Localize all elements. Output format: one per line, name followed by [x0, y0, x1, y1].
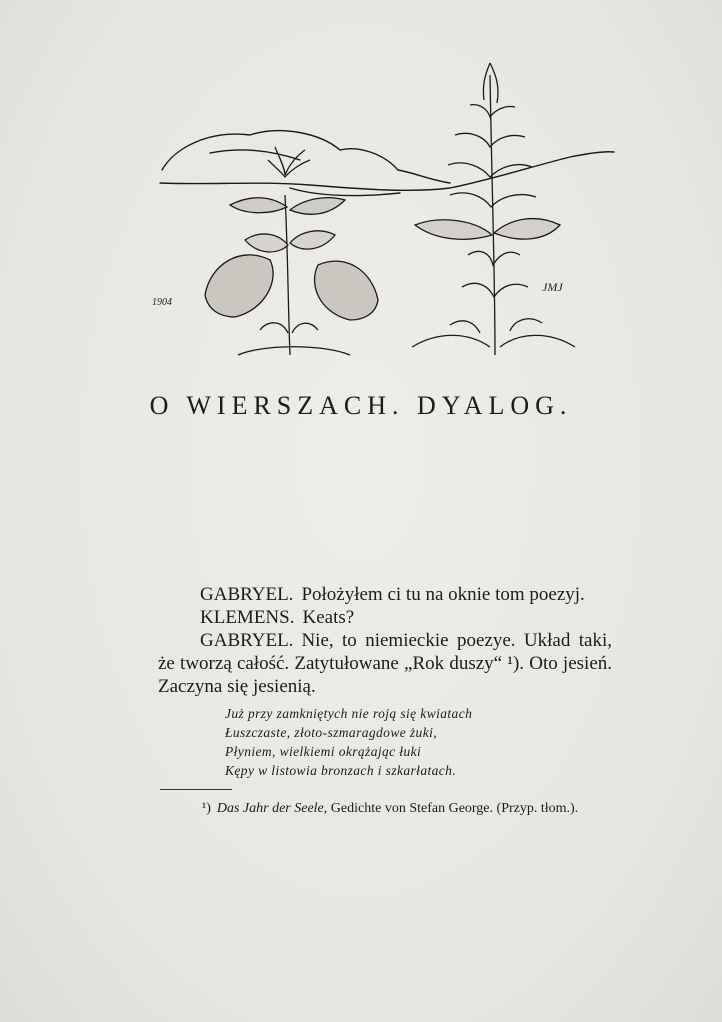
- poem-line: Płyniem, wielkiemi okrążając łuki: [225, 744, 422, 759]
- dialogue-speech: Nie, to niemieckie poezye. Układ taki, że tworzą całość. Zatytułowane „Rok duszy“ ¹). Oto jesień. Zaczyna się jesienią.: [158, 630, 612, 697]
- footnote: [160, 798, 612, 819]
- dialogue-line: [158, 606, 612, 629]
- footnote-divider: [160, 789, 232, 790]
- right-plant: [412, 63, 575, 355]
- dialogue-speech: Keats?: [302, 607, 355, 628]
- dialogue-text: [158, 583, 612, 698]
- speaker-name: GABRYEL.: [200, 630, 294, 651]
- footnote-text: Gedichte von Stefan George. (Przyp. tłom.).: [330, 801, 579, 816]
- dialogue-speech: Położyłem ci tu na oknie tom poezyj.: [301, 584, 585, 605]
- illustration-signature: JMJ: [542, 280, 563, 294]
- footnote-marker: ¹): [202, 801, 211, 816]
- dialogue-line: [158, 583, 612, 606]
- poem-line: Kępy w listowia bronzach i szkarłatach.: [225, 763, 457, 778]
- speaker-name: GABRYEL.: [200, 584, 294, 605]
- poem-quote: [225, 704, 472, 780]
- speaker-name: KLEMENS.: [200, 607, 295, 628]
- botanical-illustration: [150, 55, 620, 360]
- footnote-book-title: Das Jahr der Seele,: [216, 801, 328, 816]
- chapter-title: O WIERSZACH. DYALOG.: [149, 391, 573, 421]
- dialogue-line: [158, 629, 612, 698]
- poem-line: Łuszczaste, złoto-szmaragdowe żuki,: [225, 725, 438, 740]
- left-plant: [205, 147, 378, 355]
- illustration-year: 1904: [152, 297, 172, 308]
- poem-line: Już przy zamkniętych nie roją się kwiatach: [225, 706, 473, 721]
